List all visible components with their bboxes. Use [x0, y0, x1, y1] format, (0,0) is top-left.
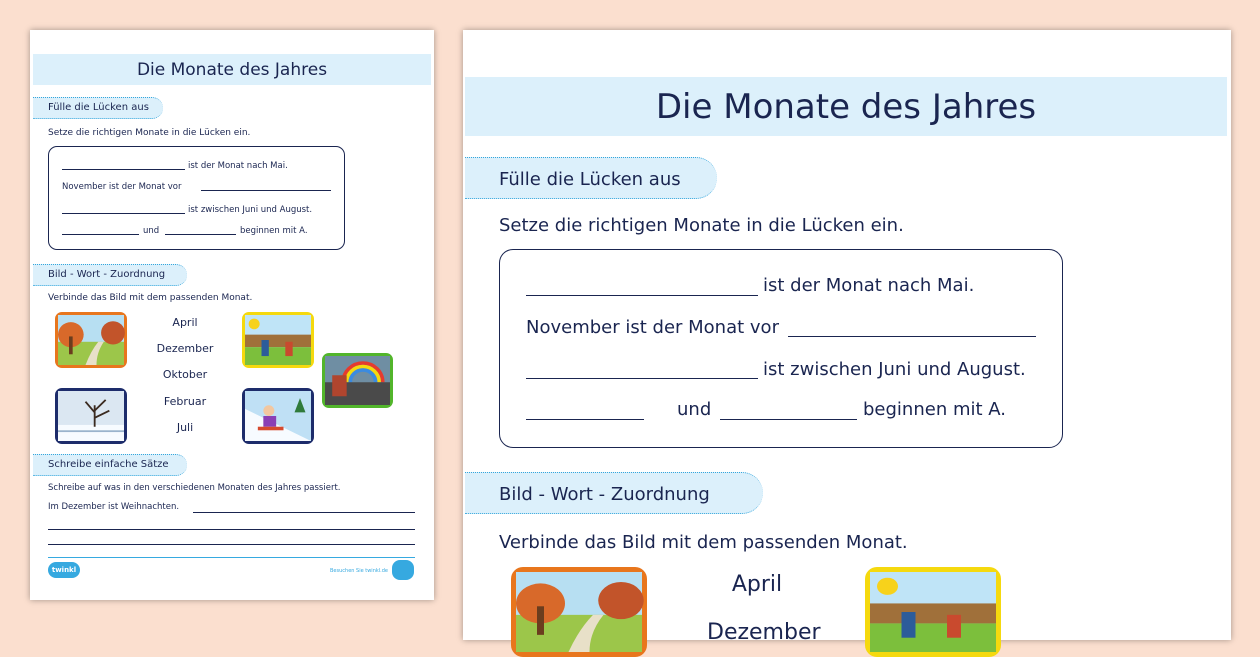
- instruction-text: Schreibe auf was in den verschiedenen Monaten des Jahres passiert.: [48, 483, 341, 493]
- title-band: [33, 54, 431, 85]
- month-word[interactable]: Dezember: [707, 620, 821, 645]
- section-heading-matching: [465, 472, 763, 514]
- footer-rule: [48, 557, 415, 558]
- answer-line[interactable]: [526, 295, 758, 296]
- instruction-text: Setze die richtigen Monate in die Lücken ein.: [48, 128, 251, 138]
- writing-line[interactable]: [48, 544, 415, 545]
- page-title: Die Monate des Jahres: [136, 59, 328, 80]
- gap-sentence: ist der Monat nach Mai.: [188, 161, 288, 171]
- answer-line[interactable]: [720, 419, 857, 420]
- month-word[interactable]: Februar: [163, 395, 207, 408]
- month-word[interactable]: Dezember: [156, 342, 214, 355]
- section-heading-sentences: [33, 454, 187, 476]
- worksheet-preview-small: [30, 30, 434, 600]
- gap-sentence: beginnen mit A.: [863, 399, 1006, 420]
- sledge-picture[interactable]: [242, 388, 314, 444]
- writing-line[interactable]: [48, 529, 415, 530]
- instruction-text: Verbinde das Bild mit dem passenden Monat.: [499, 532, 908, 553]
- twinkl-logo: twinkl: [48, 562, 80, 578]
- month-word[interactable]: Juli: [176, 421, 194, 434]
- title-band: [465, 77, 1227, 136]
- month-word[interactable]: April: [172, 316, 198, 329]
- rainbow-picture[interactable]: [322, 353, 393, 408]
- section-heading-fill-gaps: [33, 97, 163, 119]
- example-sentence: Im Dezember ist Weihnachten.: [48, 502, 180, 512]
- answer-line[interactable]: [526, 419, 644, 420]
- answer-line[interactable]: [62, 169, 185, 170]
- answer-line[interactable]: [62, 213, 185, 214]
- gap-sentence: beginnen mit A.: [240, 226, 308, 236]
- footer-url[interactable]: Besuchen Sie twinkl.de: [330, 568, 388, 574]
- writing-line[interactable]: [193, 512, 415, 513]
- gap-sentence: ist zwischen Juni und August.: [763, 359, 1026, 380]
- gap-sentence-and: und: [677, 399, 712, 420]
- worksheet-preview-large: [463, 30, 1231, 645]
- section-heading-label: Fülle die Lücken aus: [499, 169, 681, 190]
- gap-sentence: ist zwischen Juni und August.: [188, 205, 313, 215]
- gap-sentence-and: und: [143, 226, 160, 236]
- autumn-picture[interactable]: [55, 312, 127, 368]
- section-heading-fill-gaps: [465, 157, 717, 199]
- gap-sentence: November ist der Monat vor: [526, 317, 779, 338]
- summer-picture[interactable]: [865, 567, 1001, 657]
- instruction-text: Setze die richtigen Monate in die Lücken ein.: [499, 215, 904, 236]
- answer-line[interactable]: [526, 378, 758, 379]
- answer-line[interactable]: [62, 234, 139, 235]
- month-word[interactable]: Oktober: [162, 368, 208, 381]
- gap-sentence: ist der Monat nach Mai.: [763, 275, 975, 296]
- autumn-picture[interactable]: [511, 567, 647, 657]
- page-title: Die Monate des Jahres: [655, 86, 1037, 127]
- instruction-text: Verbinde das Bild mit dem passenden Monat.: [48, 293, 253, 303]
- gap-sentence: November ist der Monat vor: [62, 182, 182, 192]
- section-heading-label: Bild - Wort - Zuordnung: [48, 269, 166, 280]
- section-heading-label: Bild - Wort - Zuordnung: [499, 484, 710, 505]
- winter-picture[interactable]: [55, 388, 127, 444]
- answer-line[interactable]: [788, 336, 1036, 337]
- twinkl-badge-icon: [392, 560, 414, 580]
- answer-line[interactable]: [165, 234, 236, 235]
- section-heading-label: Schreibe einfache Sätze: [48, 459, 169, 470]
- month-word[interactable]: April: [731, 572, 783, 597]
- summer-picture[interactable]: [242, 312, 314, 368]
- section-heading-matching: [33, 264, 187, 286]
- section-heading-label: Fülle die Lücken aus: [48, 102, 149, 113]
- answer-line[interactable]: [201, 190, 331, 191]
